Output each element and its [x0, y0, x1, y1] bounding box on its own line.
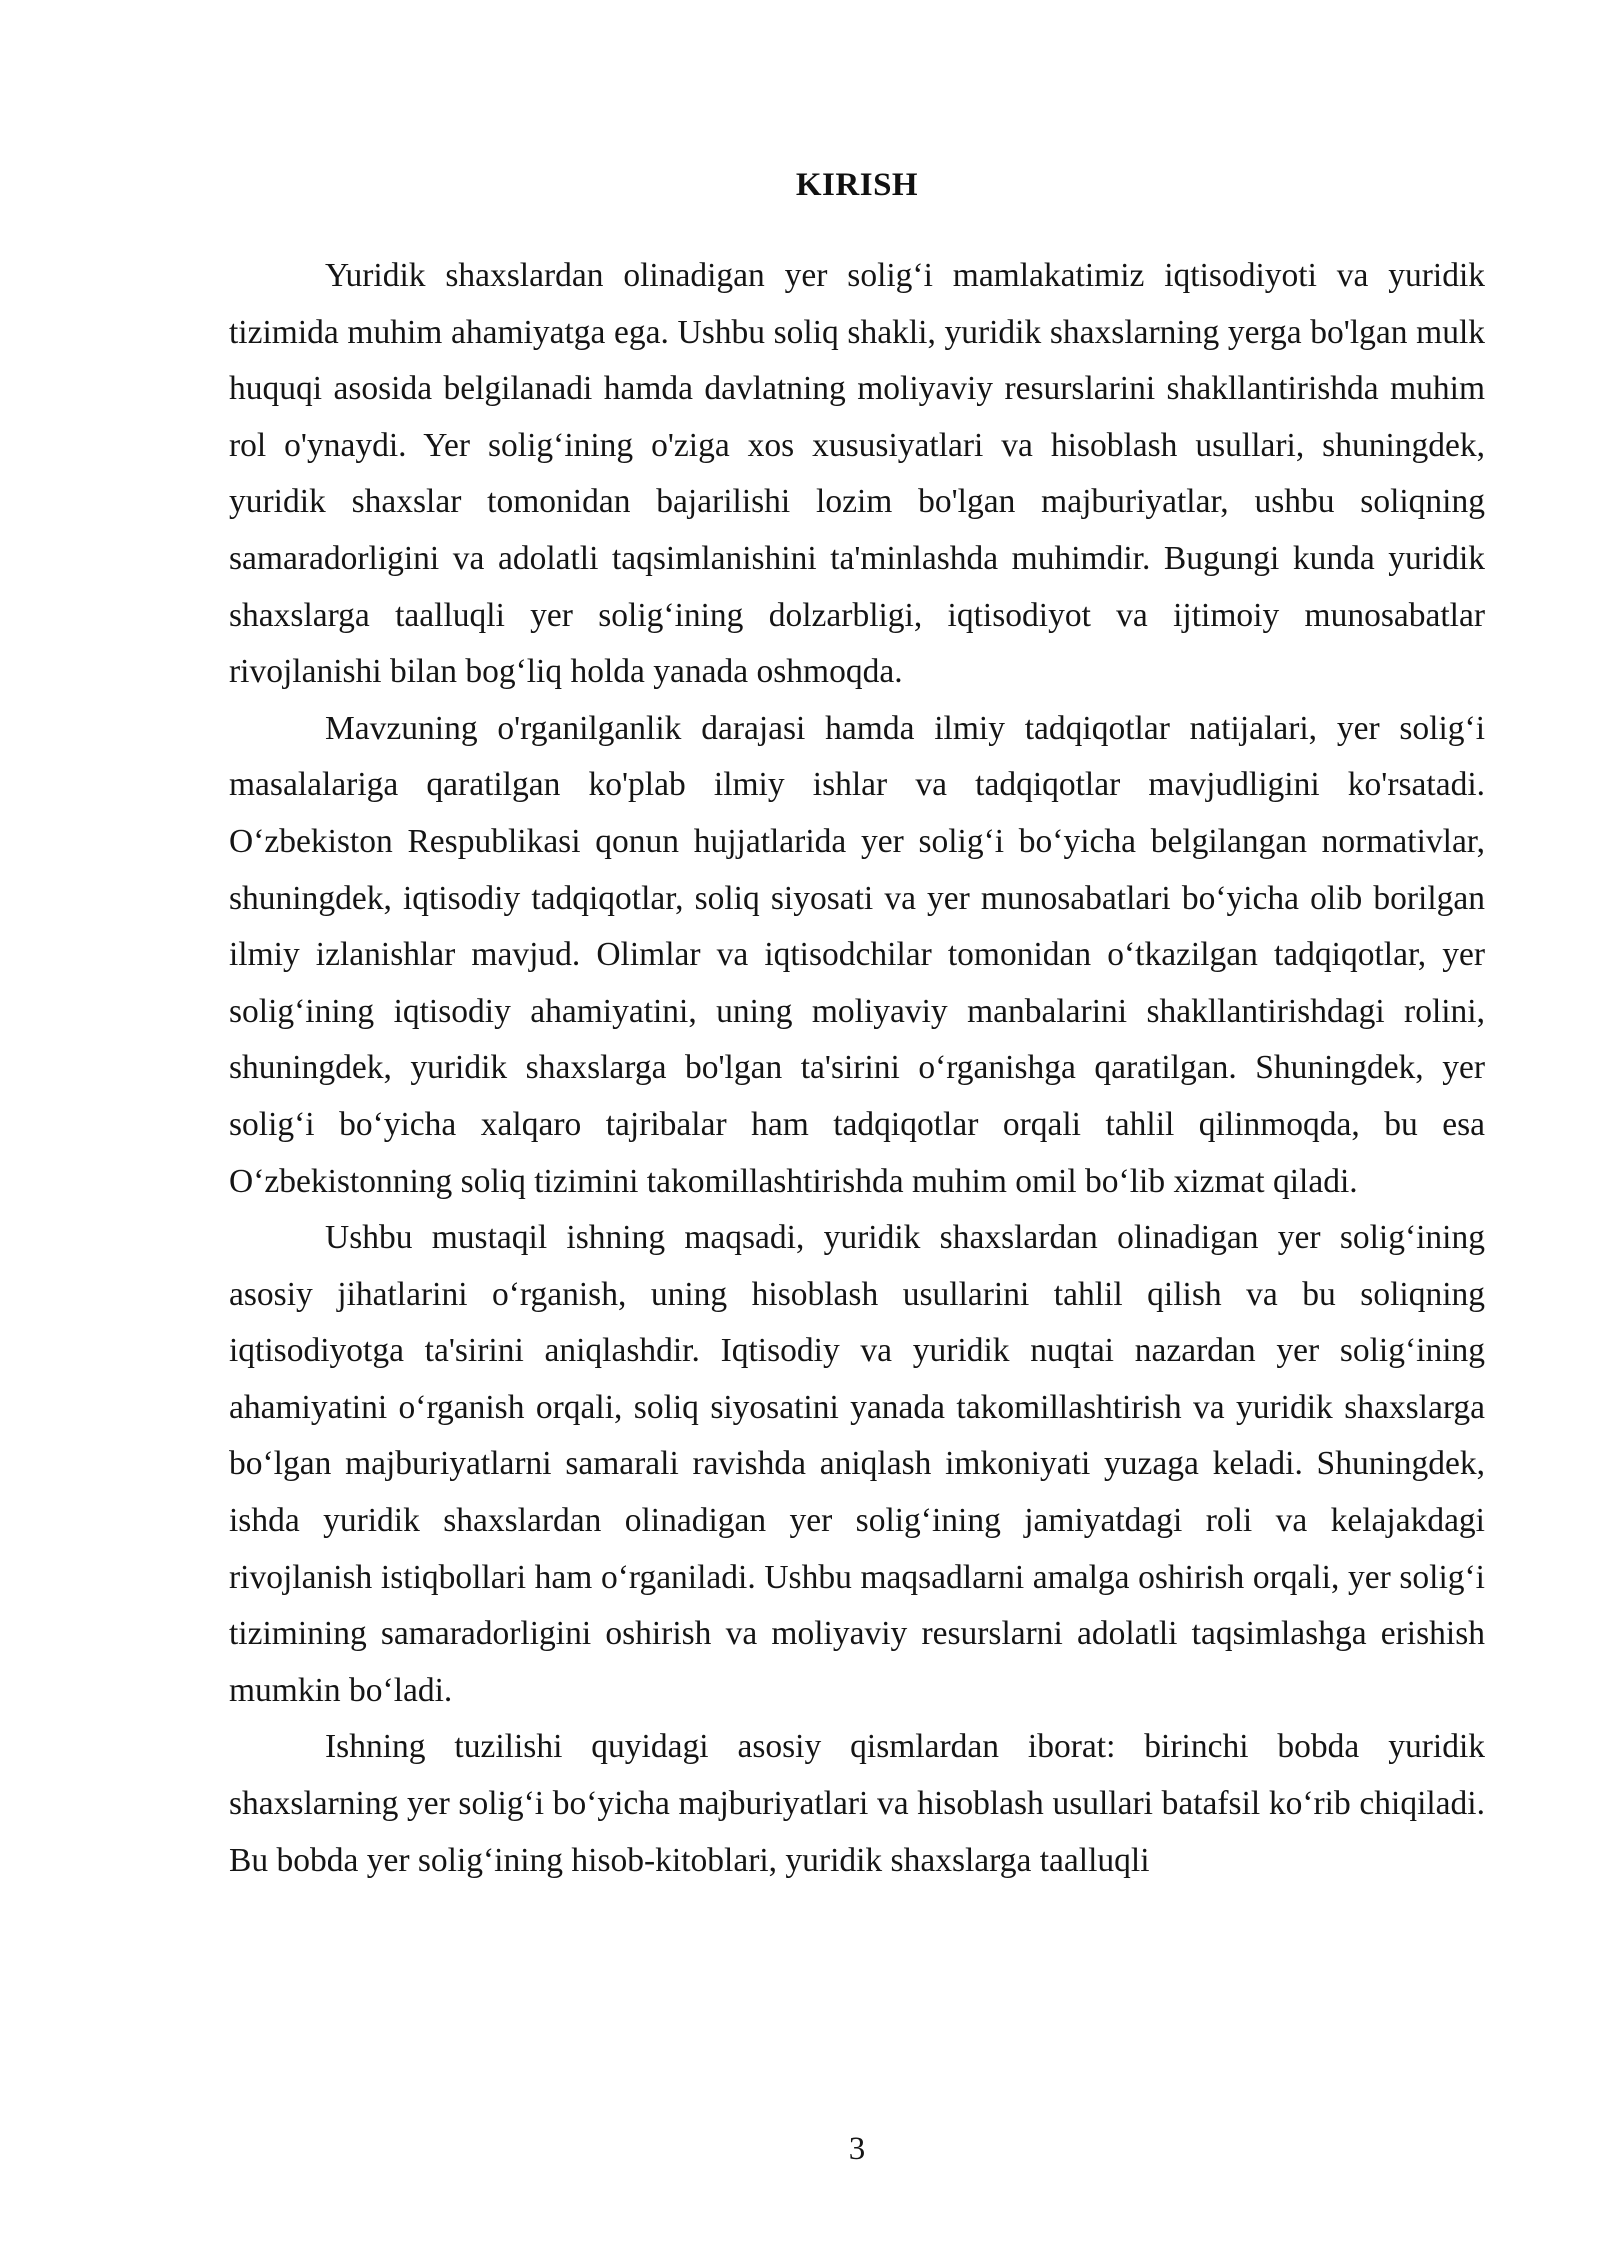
page-number: 3: [848, 2131, 866, 2167]
paragraph-structure: Ishning tuzilishi quyidagi asosiy qismlardan iborat: birinchi bobda yuridik shaxslarning yer solig‘i bo‘yicha majburiyatlari va hisoblash usullari batafsil ko‘rib chiqiladi. Bu bobda yer solig‘ining hisob-kitoblari, yuridik shaxslarga taalluqli: [229, 1728, 1485, 1879]
paragraph-intro: Yuridik shaxslardan olinadigan yer solig‘i mamlakatimiz iqtisodiyoti va yuridik tizimida muhim ahamiyatga ega. Ushbu soliq shakli, yuridik shaxslarning yerga bo'lgan mulk huquqi asosida belgilanadi hamda davlatning moliyaviy resurslarini shakllantirishda muhim rol o'ynaydi. Yer solig‘ining o'ziga xos xususiyatlari va hisoblash usullari, shuningdek, yuridik shaxslar tomonidan bajarilishi lozim bo'lgan majburiyatlar, ushbu soliqning samaradorligini va adolatli taqsimlanishini ta'minlashda muhimdir. Bugungi kunda yuridik shaxslarga taalluqli yer solig‘ining dolzarbligi, iqtisodiyot va ijtimoiy munosabatlar rivojlanishi bilan bog‘liq holda yanada oshmoqda.: [229, 257, 1485, 691]
paragraph-research-level: Mavzuning o'rganilganlik darajasi hamda ilmiy tadqiqotlar natijalari, yer solig‘i masalalariga qaratilgan ko'plab ilmiy ishlar va tadqiqotlar mavjudligini ko'rsatadi. O‘zbekiston Respublikasi qonun hujjatlarida yer solig‘i bo‘yicha belgilangan normativlar, shuningdek, iqtisodiy tadqiqotlar, soliq siyosati va yer munosabatlari bo‘yicha olib borilgan ilmiy izlanishlar mavjud. Olimlar va iqtisodchilar tomonidan o‘tkazilgan tadqiqotlar, yer solig‘ining iqtisodiy ahamiyatini, uning moliyaviy manbalarini shakllantirishdagi rolini, shuningdek, yuridik shaxslarga bo'lgan ta'sirini o‘rganishga qaratilgan. Shuningdek, yer solig‘i bo‘yicha xalqaro tajribalar ham tadqiqotlar orqali tahlil qilinmoqda, bu esa O‘zbekistonning soliq tizimini takomillashtirishda muhim omil bo‘lib xizmat qiladi.: [229, 709, 1485, 1200]
body-text: [229, 248, 1485, 1889]
section-heading: KIRISH: [795, 167, 919, 203]
paragraph-purpose: Ushbu mustaqil ishning maqsadi, yuridik shaxslardan olinadigan yer solig‘ining asosiy jihatlarini o‘rganish, uning hisoblash usullarini tahlil qilish va bu soliqning iqtisodiyotga ta'sirini aniqlashdir. Iqtisodiy va yuridik nuqtai nazardan yer solig‘ining ahamiyatini o‘rganish orqali, soliq siyosatini yanada takomillashtirish va yuridik shaxslarga bo‘lgan majburiyatlarni samarali ravishda aniqlash imkoniyati yuzaga keladi. Shuningdek, ishda yuridik shaxslardan olinadigan yer solig‘ining jamiyatdagi roli va kelajakdagi rivojlanish istiqbollari ham o‘rganiladi. Ushbu maqsadlarni amalga oshirish orqali, yer solig‘i tizimining samaradorligini oshirish va moliyaviy resurslarni adolatli taqsimlashga erishish mumkin bo‘ladi.: [229, 1219, 1485, 1709]
